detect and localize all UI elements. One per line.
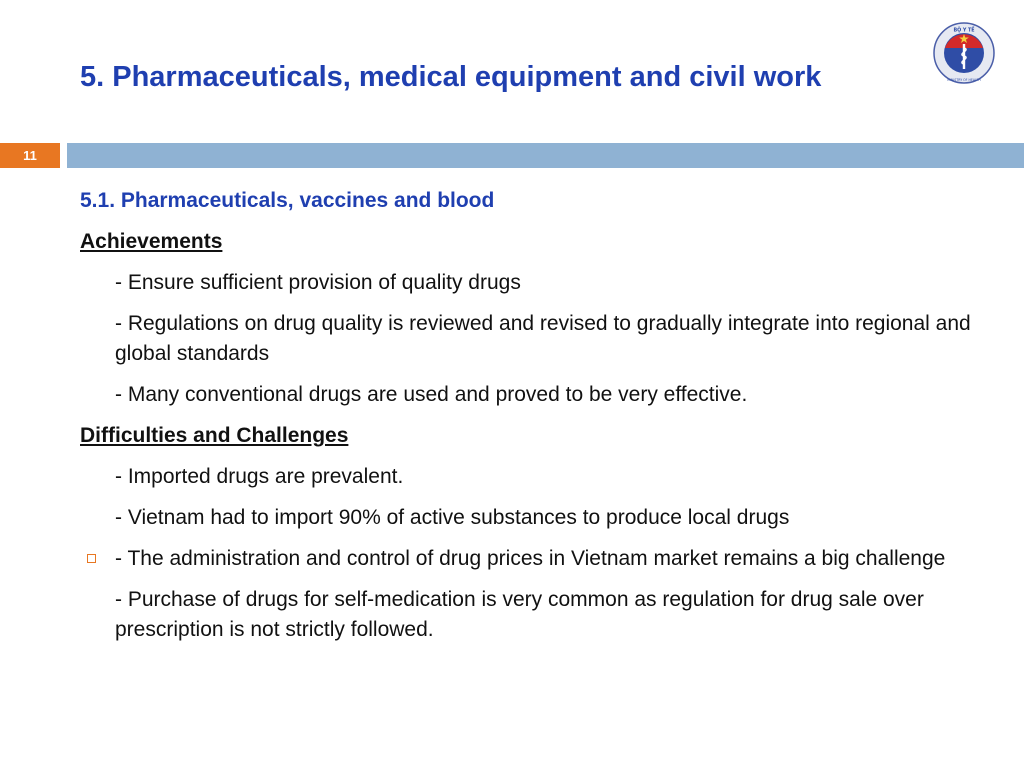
achievements-heading: Achievements — [80, 230, 223, 253]
logo-text-bottom: MINISTRY OF HEALTH — [947, 78, 981, 82]
slide-content — [80, 186, 980, 656]
difficulty-item: - Imported drugs are prevalent. — [115, 465, 404, 488]
difficulty-item: - Purchase of drugs for self-medication is very common as regulation for drug sale over prescription is not strictly followed. — [115, 588, 924, 641]
square-bullet-icon — [87, 554, 96, 563]
difficulty-item: - Vietnam had to import 90% of active substances to produce local drugs — [115, 506, 790, 529]
ministry-of-health-logo — [933, 22, 995, 84]
header-divider-bar — [67, 143, 1024, 168]
difficulties-heading: Difficulties and Challenges — [80, 424, 349, 447]
page-number: 11 — [0, 143, 60, 168]
difficulty-item-bulleted — [115, 544, 980, 574]
section-subheading: 5.1. Pharmaceuticals, vaccines and blood — [80, 189, 495, 212]
achievement-item: - Many conventional drugs are used and proved to be very effective. — [115, 383, 748, 406]
slide-title: 5. Pharmaceuticals, medical equipment and civil work — [80, 61, 822, 93]
difficulty-item-text: - The administration and control of drug prices in Vietnam market remains a big challenge — [115, 547, 946, 570]
logo-text-top: BỘ Y TẾ — [953, 28, 975, 34]
achievement-item: - Ensure sufficient provision of quality drugs — [115, 271, 521, 294]
achievement-item: - Regulations on drug quality is reviewed and revised to gradually integrate into regional and global standards — [115, 312, 971, 365]
